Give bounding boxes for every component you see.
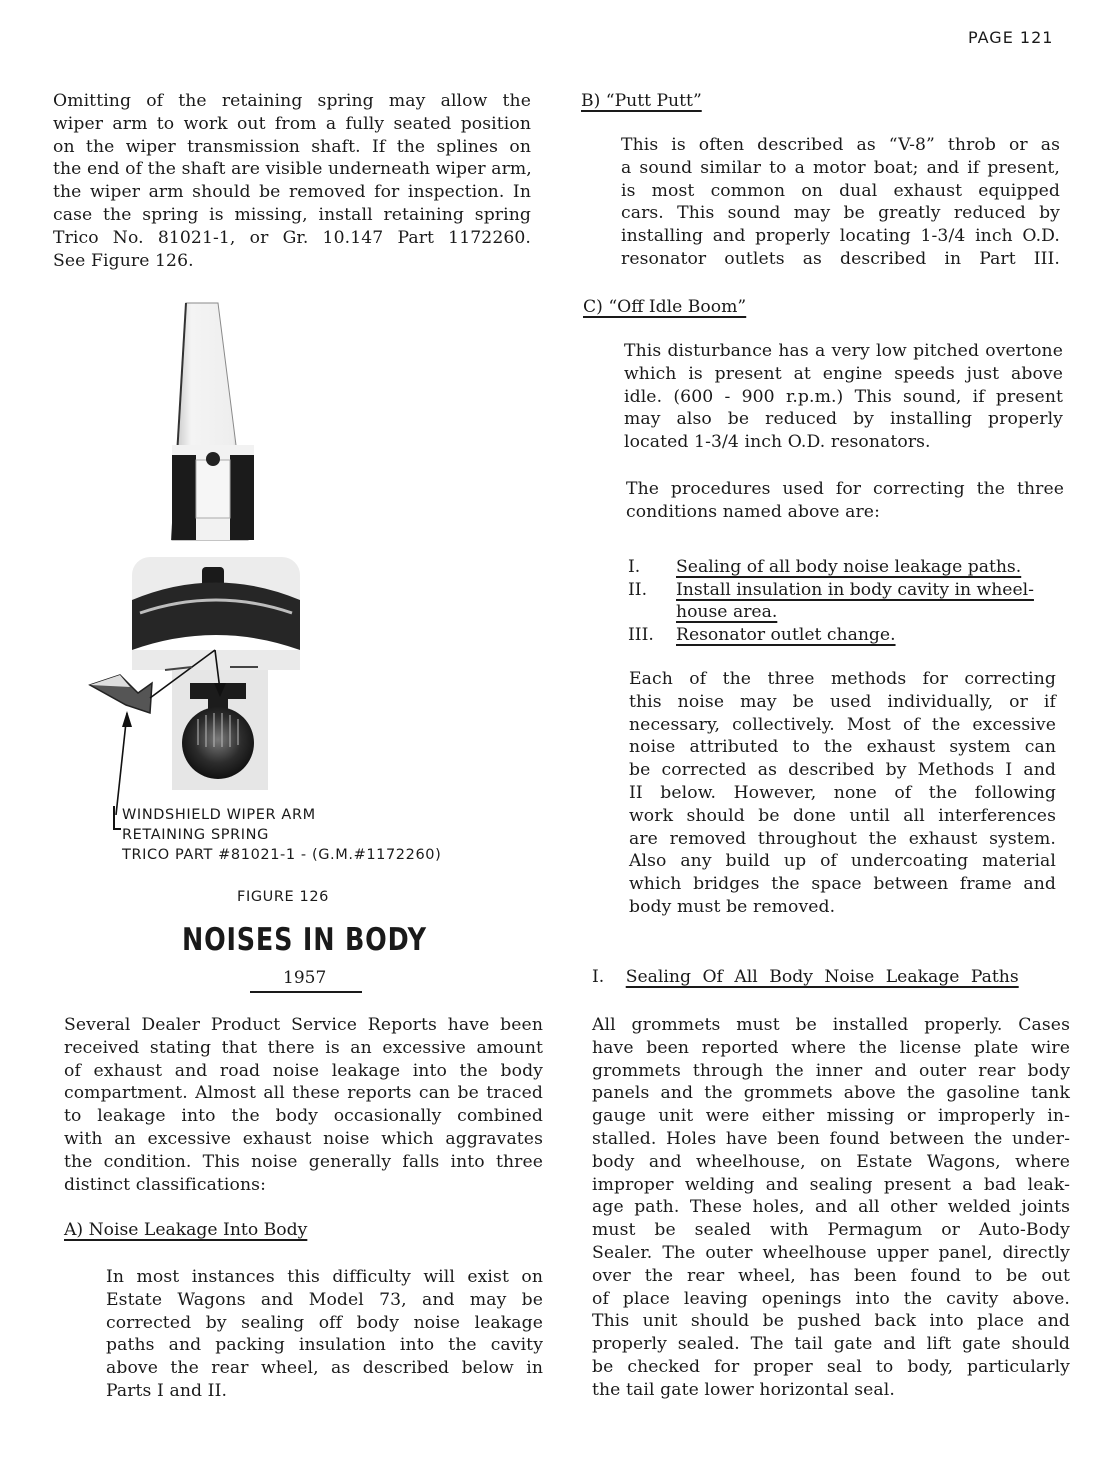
text-line: a sound similar to a motor boat; and if present,	[621, 157, 1060, 178]
text-line: gauge unit were either missing or improperly in-	[592, 1106, 1070, 1127]
text-line: Each of the three methods for correcting	[629, 669, 1056, 689]
subsection-b-heading: B) “Putt Putt”	[581, 91, 702, 111]
text-line: distinct classifications:	[64, 1174, 266, 1195]
procedure-item	[628, 579, 1034, 602]
section-i-number: I.	[592, 967, 605, 987]
wiper-arm-illustration	[80, 295, 460, 815]
text-line: panels and the grommets above the gasoline tank	[592, 1083, 1070, 1104]
text-line: See Figure 126.	[53, 250, 194, 271]
section-i-paragraph	[592, 1014, 1070, 1402]
subsection-a-heading: A) Noise Leakage Into Body	[64, 1220, 308, 1240]
text-line: be checked for proper seal to body, particularly	[592, 1356, 1070, 1377]
text-line: In most instances this difficulty will exist on	[106, 1267, 543, 1287]
procedure-text: house area.	[676, 602, 778, 623]
section-title: NOISES IN BODY	[182, 922, 427, 958]
text-line: stalled. Holes have been found between the under-	[592, 1128, 1070, 1149]
text-line: body must be removed.	[629, 896, 836, 917]
text-line: Several Dealer Product Service Reports have been	[64, 1015, 543, 1035]
year-underline	[250, 991, 362, 993]
text-line: This is often described as “V-8” throb or as	[621, 135, 1060, 155]
text-line: The procedures used for correcting the three	[626, 479, 1064, 499]
text-line: are removed throughout the exhaust system.	[629, 828, 1056, 849]
text-line: to leakage into the body occasionally combined	[64, 1106, 543, 1127]
text-line: may also be reduced by installing properly	[624, 409, 1063, 430]
text-line: work should be done until all interferences	[629, 805, 1056, 826]
text-line: case the spring is missing, install retaining spring	[53, 204, 531, 225]
methods-paragraph	[629, 668, 1056, 919]
text-line: on the wiper transmission shaft. If the splines on	[53, 136, 531, 157]
text-line: be corrected as described by Methods I and	[629, 760, 1056, 781]
text-line: have been reported where the license plate wire	[592, 1037, 1070, 1058]
text-line: cars. This sound may be greatly reduced by	[621, 203, 1060, 224]
text-line: located 1-3/4 inch O.D. resonators.	[624, 432, 931, 453]
text-line: the condition. This noise generally falls into three	[64, 1151, 543, 1172]
procedure-item	[628, 601, 1034, 624]
procedure-number: II.	[628, 579, 648, 600]
text-line: Estate Wagons and Model 73, and may be	[106, 1289, 543, 1310]
procedures-intro	[626, 478, 1064, 524]
text-line: This disturbance has a very low pitched overtone	[624, 341, 1063, 361]
text-line: over the rear wheel, has been found to be out	[592, 1265, 1070, 1286]
figure-label	[122, 805, 441, 865]
intro-paragraph	[53, 90, 531, 272]
text-line: above the rear wheel, as described below in	[106, 1358, 543, 1379]
text-line: wiper arm to work out from a fully seated position	[53, 113, 531, 134]
subsection-a-paragraph	[106, 1266, 543, 1403]
figure-label-line: WINDSHIELD WIPER ARM	[122, 807, 316, 823]
text-line: necessary, collectively. Most of the excessive	[629, 714, 1056, 735]
text-line: compartment. Almost all these reports can be traced	[64, 1083, 543, 1104]
overview-paragraph	[64, 1014, 543, 1196]
text-line: resonator outlets as described in Part III.	[621, 248, 1060, 269]
text-line: idle. (600 - 900 r.p.m.) This sound, if present	[624, 386, 1063, 407]
text-line: corrected by sealing off body noise leakage	[106, 1312, 543, 1333]
leader-line-foot	[113, 828, 121, 830]
text-line: Trico No. 81021-1, or Gr. 10.147 Part 1172260.	[53, 227, 531, 248]
section-year: 1957	[283, 968, 327, 988]
section-i-title: Sealing Of All Body Noise Leakage Paths	[625, 967, 1019, 987]
subsection-c-paragraph	[624, 340, 1063, 454]
text-line: All grommets must be installed properly. Cases	[592, 1015, 1070, 1035]
subsection-b-paragraph	[621, 134, 1060, 271]
procedures-list	[628, 556, 1034, 646]
text-line: received stating that there is an excessive amount	[64, 1037, 543, 1058]
text-line: with an excessive exhaust noise which aggravates	[64, 1128, 543, 1149]
text-line: noise attributed to the exhaust system can	[629, 737, 1056, 758]
figure-label-line: TRICO PART #81021-1 - (G.M.#1172260)	[122, 847, 442, 863]
text-line: Parts I and II.	[106, 1380, 228, 1401]
subsection-c-heading: C) “Off Idle Boom”	[583, 297, 747, 317]
text-line: This unit should be pushed back into place and	[592, 1311, 1070, 1332]
text-line: which bridges the space between frame and	[629, 874, 1056, 895]
text-line: of place leaving openings into the cavity above.	[592, 1288, 1070, 1309]
section-i-heading	[592, 967, 1019, 987]
figure-caption: FIGURE 126	[237, 889, 329, 905]
procedure-item	[628, 556, 1034, 579]
text-line: the tail gate lower horizontal seal.	[592, 1379, 895, 1400]
text-line: Omitting of the retaining spring may allow the	[53, 91, 531, 111]
procedure-number: III.	[628, 624, 654, 645]
text-line: this noise may be used individually, or if	[629, 691, 1056, 712]
text-line: the end of the shaft are visible underneath wiper arm,	[53, 159, 532, 180]
text-line: Sealer. The outer wheelhouse upper panel, directly	[592, 1242, 1070, 1263]
procedure-text: Resonator outlet change.	[676, 624, 896, 645]
text-line: paths and packing insulation into the cavity	[106, 1335, 543, 1356]
text-line: conditions named above are:	[626, 501, 880, 522]
text-line: installing and properly locating 1-3/4 inch O.D.	[621, 226, 1060, 247]
procedure-number: I.	[628, 557, 641, 577]
text-line: Also any build up of undercoating material	[629, 851, 1056, 872]
text-line: II below. However, none of the following	[629, 782, 1056, 803]
figure-label-line: RETAINING SPRING	[122, 827, 269, 843]
text-line: which is present at engine speeds just above	[624, 363, 1063, 384]
text-line: of exhaust and road noise leakage into the body	[64, 1060, 543, 1081]
leader-line	[113, 806, 115, 828]
text-line: is most common on dual exhaust equipped	[621, 180, 1060, 201]
text-line: improper welding and sealing present a bad leak-	[592, 1174, 1070, 1195]
text-line: properly sealed. The tail gate and lift gate should	[592, 1334, 1070, 1355]
text-line: body and wheelhouse, on Estate Wagons, where	[592, 1151, 1070, 1172]
procedure-text: Install insulation in body cavity in wheel-	[676, 579, 1034, 600]
page-number: PAGE 121	[968, 28, 1054, 47]
text-line: grommets through the inner and outer rear body	[592, 1060, 1070, 1081]
text-line: the wiper arm should be removed for inspection. In	[53, 182, 531, 203]
procedure-text: Sealing of all body noise leakage paths.	[676, 557, 1022, 577]
text-line: age path. These holes, and all other welded joints	[592, 1197, 1070, 1218]
text-line: must be sealed with Permagum or Auto-Body	[592, 1220, 1070, 1241]
procedure-item	[628, 624, 1034, 647]
